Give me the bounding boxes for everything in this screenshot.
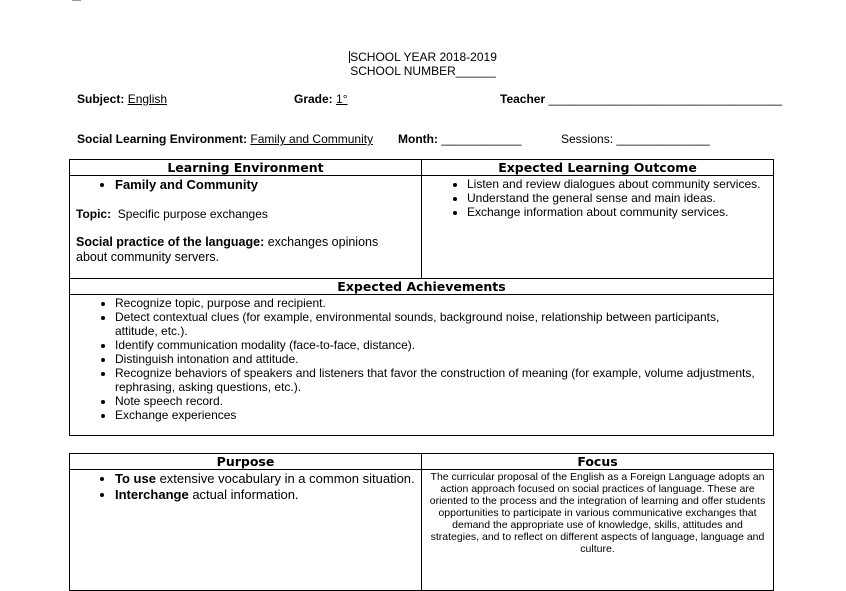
teacher-label: Teacher <box>500 92 546 106</box>
purpose-focus-table <box>69 453 774 591</box>
purpose-text: actual information. <box>192 487 299 502</box>
achievements-cell <box>70 295 774 436</box>
school-year-text: SCHOOL YEAR 2018-2019 <box>350 50 497 64</box>
expected-outcome-header: Expected Learning Outcome <box>422 160 774 176</box>
sessions-field <box>561 132 710 146</box>
month-line: ____________ <box>441 132 522 146</box>
purpose-verb: To use <box>115 471 156 486</box>
achievements-list <box>70 296 773 422</box>
teacher-line: ___________________________________ <box>548 92 783 106</box>
focus-text: The curricular proposal of the English as a Foreign Language adopts an action approach focused on social practices of language. These are oriented to the process and the integration of learning and offer students opportunities to participate in various communicative exchanges that demand the appropriate use of knowledge, skills, attitudes and strategies, and to reflect on different aspects of language, language and culture. <box>429 471 766 555</box>
outcome-item: • Understand the general sense and main ideas. <box>467 191 773 205</box>
grade-value: 1° <box>336 92 348 106</box>
purpose-text: extensive vocabulary in a common situation. <box>159 471 415 486</box>
school-number-heading: SCHOOL NUMBER______ <box>350 64 496 78</box>
learning-table <box>69 159 774 436</box>
achievement-item: • Identify communication modality (face-to-face, distance). <box>115 338 759 352</box>
month-label: Month: <box>398 132 438 146</box>
purpose-list <box>70 471 421 503</box>
purpose-verb: Interchange <box>115 487 189 502</box>
page-corner-mark <box>72 0 81 1</box>
expected-achievements-header: Expected Achievements <box>70 279 774 295</box>
environment-value: Family and Community <box>250 132 374 146</box>
environment-list <box>70 177 421 193</box>
learning-environment-cell <box>70 176 422 279</box>
sessions-label: Sessions: <box>561 132 614 146</box>
environment-field <box>77 132 373 146</box>
focus-header: Focus <box>422 454 774 470</box>
social-practice-label: Social practice of the language: <box>76 235 265 249</box>
subject-value: English <box>127 92 168 106</box>
achievement-item: • Note speech record. <box>115 394 759 408</box>
social-practice-value-2: about community servers. <box>76 250 220 264</box>
expected-outcome-cell <box>422 176 774 279</box>
achievement-item: • Recognize behaviors of speakers and listeners that favor the construction of meaning (for example, volume adjustments, rephrasing, asking questions, etc.). <box>115 366 759 394</box>
purpose-cell <box>70 470 422 591</box>
topic-line <box>76 207 421 221</box>
achievement-item: • Distinguish intonation and attitude. <box>115 352 759 366</box>
subject-label: Subject: <box>77 92 125 106</box>
achievement-item: • Recognize topic, purpose and recipient. <box>115 296 759 310</box>
outcome-list <box>422 177 773 219</box>
school-year-heading <box>0 50 846 64</box>
subject-field <box>77 92 167 106</box>
social-practice <box>76 235 421 265</box>
topic-value: Specific purpose exchanges <box>117 207 268 221</box>
achievement-item: • Detect contextual clues (for example, environmental sounds, background noise, relationship between participants, attitude, etc.). <box>115 310 759 338</box>
month-field <box>398 132 521 146</box>
environment-bullet: • Family and Community <box>115 177 421 193</box>
achievement-item: • Exchange experiences <box>115 408 759 422</box>
outcome-item: • Listen and review dialogues about community services. <box>467 177 773 191</box>
purpose-item <box>115 487 421 503</box>
sessions-line: ______________ <box>616 132 710 146</box>
grade-field <box>294 92 348 106</box>
purpose-header: Purpose <box>70 454 422 470</box>
learning-environment-header: Learning Environment <box>70 160 422 176</box>
purpose-item <box>115 471 421 487</box>
outcome-item: • Exchange information about community services. <box>467 205 773 219</box>
topic-label: Topic: <box>76 207 112 221</box>
teacher-field <box>500 92 782 106</box>
grade-label: Grade: <box>294 92 333 106</box>
environment-label: Social Learning Environment: <box>77 132 248 146</box>
focus-cell <box>422 470 774 591</box>
social-practice-value: exchanges opinions <box>267 235 379 249</box>
